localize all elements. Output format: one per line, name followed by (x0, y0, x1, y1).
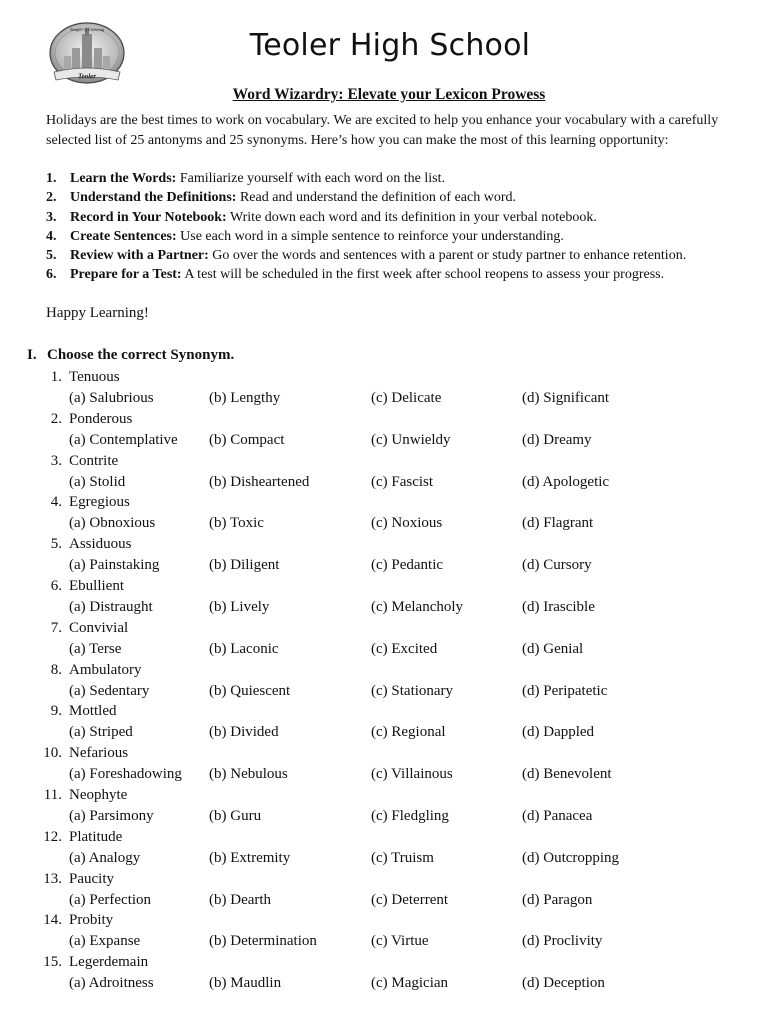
question-word: Contrite (69, 452, 119, 469)
question-item (40, 367, 740, 409)
option-d[interactable]: (d) Panacea (522, 807, 593, 824)
option-b[interactable]: (b) Diligent (209, 557, 280, 574)
school-logo (48, 20, 126, 90)
option-b[interactable]: (b) Compact (209, 431, 285, 448)
option-c[interactable]: (c) Delicate (371, 390, 442, 406)
option-b[interactable]: (b) Dearth (209, 891, 272, 908)
question-item (40, 869, 740, 911)
question-word: Assiduous (69, 536, 132, 553)
option-d[interactable]: (d) Flagrant (522, 515, 594, 532)
option-b[interactable]: (b) Divided (209, 724, 279, 741)
question-word: Neophyte (69, 786, 128, 803)
option-a[interactable]: (a) Salubrious (69, 390, 154, 406)
question-word: Legerdemain (69, 954, 149, 971)
option-c[interactable]: (c) Magician (371, 975, 449, 992)
question-number: 3. (50, 452, 62, 469)
question-number: 13. (43, 870, 62, 887)
option-a[interactable]: (a) Contemplative (69, 431, 178, 448)
question-number: 6. (50, 577, 62, 594)
page-title: Teoler High School (249, 28, 531, 63)
section-heading: I. Choose the correct Synonym. (27, 347, 235, 363)
option-c[interactable]: (c) Stationary (371, 682, 454, 699)
question-word: Platitude (69, 828, 123, 845)
option-a[interactable]: (a) Perfection (69, 891, 152, 908)
option-a[interactable]: (a) Expanse (69, 933, 141, 950)
option-b[interactable]: (b) Guru (209, 807, 262, 824)
question-number: 12. (43, 828, 62, 845)
option-d[interactable]: (d) Significant (522, 390, 610, 406)
intro-paragraph: Holidays are the best times to work on vocabulary. We are excited to help you enhance your vocabulary with a carefully selected list of 25 antonyms and 25 synonyms. Here’s how you can make the most of this learning opportunity: (46, 113, 719, 148)
instruction-steps (46, 169, 736, 285)
option-a[interactable]: (a) Terse (69, 640, 122, 657)
question-stem (40, 952, 740, 973)
question-number: 2. (50, 410, 62, 427)
step-item: 2. Understand the Definitions: Read and understand the definition of each word. (46, 190, 516, 206)
question-item (40, 952, 740, 994)
question-stem (40, 701, 740, 722)
question-item (40, 409, 740, 451)
answer-options (40, 555, 740, 576)
answer-options (40, 973, 740, 994)
question-item (40, 660, 740, 702)
option-b[interactable]: (b) Quiescent (209, 682, 291, 699)
option-a[interactable]: (a) Stolid (69, 473, 126, 490)
question-stem (40, 367, 740, 388)
option-d[interactable]: (d) Outcropping (522, 849, 620, 866)
question-item (40, 534, 740, 576)
question-number: 1. (50, 369, 62, 385)
option-b[interactable]: (b) Toxic (209, 515, 264, 532)
option-b[interactable]: (b) Nebulous (209, 766, 288, 783)
step-item: 4. Create Sentences: Use each word in a simple sentence to reinforce your understanding. (46, 228, 564, 244)
question-number: 10. (43, 745, 62, 762)
question-number: 8. (50, 661, 62, 678)
answer-options (40, 764, 740, 785)
option-d[interactable]: (d) Genial (522, 640, 584, 657)
option-d[interactable]: (d) Paragon (522, 891, 593, 908)
worksheet-subtitle: Word Wizardry: Elevate your Lexicon Prowess (232, 86, 546, 103)
question-stem (40, 409, 740, 430)
option-b[interactable]: (b) Determination (209, 933, 317, 950)
option-d[interactable]: (d) Dappled (522, 724, 595, 741)
option-b[interactable]: (b) Extremity (209, 849, 291, 866)
option-a[interactable]: (a) Analogy (69, 849, 141, 866)
answer-options (40, 681, 740, 702)
option-a[interactable]: (a) Adroitness (69, 975, 154, 992)
option-d[interactable]: (d) Proclivity (522, 933, 603, 950)
question-word: Mottled (69, 703, 117, 720)
option-c[interactable]: (c) Pedantic (371, 557, 444, 574)
question-stem (40, 534, 740, 555)
answer-options (40, 597, 740, 618)
question-word: Paucity (69, 870, 114, 887)
closing-line: Happy Learning! (46, 305, 149, 321)
answer-options (40, 931, 740, 952)
question-word: Ponderous (69, 410, 133, 427)
option-d[interactable]: (d) Dreamy (522, 431, 592, 448)
step-item: 6. Prepare for a Test: A test will be scheduled in the first week after school reopens to assess your progress. (46, 267, 665, 283)
option-b[interactable]: (b) Lengthy (209, 390, 281, 406)
question-item (40, 827, 740, 869)
question-word: Probity (69, 912, 114, 929)
question-number: 15. (43, 954, 62, 971)
option-d[interactable]: (d) Peripatetic (522, 682, 608, 699)
option-c[interactable]: (c) Melancholy (371, 598, 464, 615)
option-b[interactable]: (b) Disheartened (209, 473, 310, 490)
option-a[interactable]: (a) Painstaking (69, 557, 160, 574)
question-number: 4. (50, 494, 62, 511)
option-b[interactable]: (b) Lively (209, 598, 270, 615)
question-stem (40, 660, 740, 681)
option-a[interactable]: (a) Distraught (69, 598, 153, 615)
option-d[interactable]: (d) Cursory (522, 557, 592, 574)
question-stem (40, 618, 740, 639)
option-a[interactable]: (a) Striped (69, 724, 133, 741)
question-stem (40, 827, 740, 848)
step-item: 1. Learn the Words: Familiarize yourself with each word on the list. (46, 171, 445, 186)
answer-options (40, 722, 740, 743)
logo-wordmark: Teoler (77, 72, 97, 81)
question-number: 9. (50, 703, 62, 720)
question-item (40, 743, 740, 785)
option-c[interactable]: (c) Fascist (371, 473, 434, 490)
answer-options (40, 472, 740, 493)
answer-options (40, 388, 740, 409)
question-stem (40, 743, 740, 764)
option-a[interactable]: (a) Foreshadowing (69, 766, 182, 783)
option-c[interactable]: (c) Deterrent (371, 891, 449, 908)
option-c[interactable]: (c) Regional (371, 724, 446, 741)
logo-motto: Temple of Learning (69, 27, 105, 32)
option-c[interactable]: (c) Excited (371, 640, 438, 657)
question-stem (40, 910, 740, 931)
option-c[interactable]: (c) Virtue (371, 933, 429, 950)
step-item: 3. Record in Your Notebook: Write down each word and its definition in your verbal notebook. (46, 209, 597, 225)
option-a[interactable]: (a) Parsimony (69, 807, 154, 824)
option-c[interactable]: (c) Villainous (371, 766, 453, 783)
answer-options (40, 806, 740, 827)
question-stem (40, 451, 740, 472)
option-d[interactable]: (d) Apologetic (522, 473, 610, 490)
question-number: 14. (43, 912, 62, 929)
question-item (40, 618, 740, 660)
question-word: Ebullient (69, 577, 124, 594)
step-item: 5. Review with a Partner: Go over the words and sentences with a parent or study partner to enhance retention. (46, 248, 687, 264)
option-a[interactable]: (a) Sedentary (69, 682, 150, 699)
question-stem (40, 492, 740, 513)
question-word: Tenuous (69, 369, 120, 385)
answer-options (40, 430, 740, 451)
question-stem (40, 869, 740, 890)
option-b[interactable]: (b) Laconic (209, 640, 279, 657)
option-c[interactable]: (c) Fledgling (371, 807, 449, 824)
question-number: 5. (50, 536, 62, 553)
question-word: Egregious (69, 494, 130, 511)
question-item (40, 910, 740, 952)
question-word: Convivial (69, 619, 129, 636)
question-word: Ambulatory (69, 661, 142, 678)
answer-options (40, 639, 740, 660)
answer-options (40, 890, 740, 911)
question-number: 11. (43, 786, 62, 803)
question-item (40, 701, 740, 743)
question-stem (40, 576, 740, 597)
answer-options (40, 848, 740, 869)
option-c[interactable]: (c) Noxious (371, 515, 443, 532)
question-word: Nefarious (69, 745, 129, 762)
question-number: 7. (50, 619, 62, 636)
question-item (40, 492, 740, 534)
answer-options (40, 513, 740, 534)
question-item (40, 576, 740, 618)
option-d[interactable]: (d) Benevolent (522, 766, 612, 783)
option-c[interactable]: (c) Truism (371, 849, 434, 866)
question-stem (40, 785, 740, 806)
option-d[interactable]: (d) Irascible (522, 598, 595, 615)
option-c[interactable]: (c) Unwieldy (371, 431, 451, 448)
option-a[interactable]: (a) Obnoxious (69, 515, 156, 532)
option-d[interactable]: (d) Deception (522, 975, 605, 992)
question-item (40, 785, 740, 827)
question-item (40, 451, 740, 493)
question-list (40, 367, 740, 994)
option-b[interactable]: (b) Maudlin (209, 975, 282, 992)
